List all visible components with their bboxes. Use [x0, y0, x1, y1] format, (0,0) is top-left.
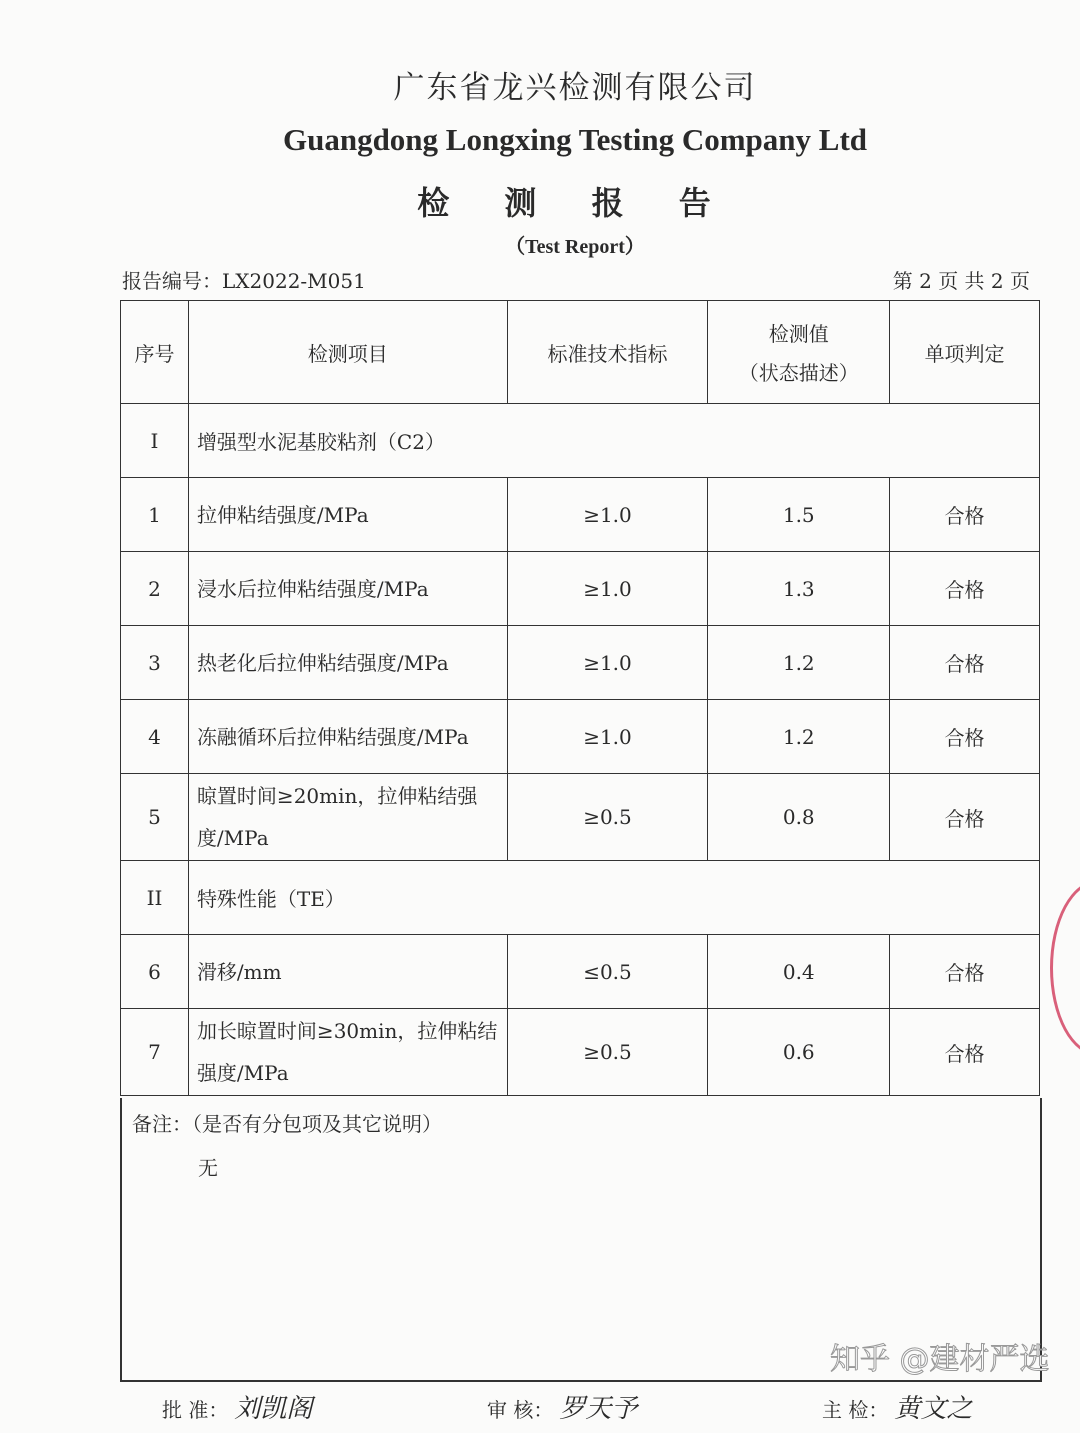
approve-label: 批 准：: [162, 1398, 229, 1422]
row-no: 5: [121, 774, 189, 861]
review-signature-group: [487, 1388, 637, 1425]
report-title-en: （Test Report）: [505, 236, 645, 258]
section-row: [121, 861, 1040, 935]
row-standard: ≥1.0: [507, 552, 708, 626]
row-no: 1: [121, 478, 189, 552]
row-judge: 合格: [890, 478, 1040, 552]
test-signature-group: [822, 1388, 972, 1425]
row-item: 晾置时间≥20min，拉伸粘结强度/MPa: [188, 774, 507, 861]
header-no: 序号: [121, 301, 189, 404]
page-info: 第 2 页 共 2 页: [892, 269, 1030, 293]
row-item: 热老化后拉伸粘结强度/MPa: [188, 626, 507, 700]
row-value: 1.2: [708, 626, 890, 700]
row-judge: 合格: [890, 1009, 1040, 1096]
row-no: 6: [121, 935, 189, 1009]
row-no: 7: [121, 1009, 189, 1096]
report-number: 报告编号：LX2022-M051: [122, 269, 366, 293]
remarks-label: 备注：（是否有分包项及其它说明）: [132, 1112, 442, 1136]
header-item: 检测项目: [188, 301, 507, 404]
row-judge: 合格: [890, 700, 1040, 774]
row-value: 1.5: [708, 478, 890, 552]
row-no: 2: [121, 552, 189, 626]
row-judge: 合格: [890, 774, 1040, 861]
table-row: [121, 700, 1040, 774]
table-row: [121, 935, 1040, 1009]
test-signature: 黄文之: [894, 1394, 973, 1424]
table-row: [121, 552, 1040, 626]
row-standard: ≥1.0: [507, 626, 708, 700]
approve-signature-group: [162, 1388, 312, 1425]
test-label: 主 检：: [822, 1398, 889, 1422]
row-value: 0.8: [708, 774, 890, 861]
approve-signature: 刘凯阁: [234, 1394, 313, 1424]
row-value: 0.6: [708, 1009, 890, 1096]
row-standard: ≥1.0: [507, 478, 708, 552]
platform-watermark: 知乎 @建材严选: [830, 1342, 1050, 1377]
row-no: 4: [121, 700, 189, 774]
row-value: 1.2: [708, 700, 890, 774]
row-no: 3: [121, 626, 189, 700]
row-item: 拉伸粘结强度/MPa: [188, 478, 507, 552]
row-standard: ≥1.0: [507, 700, 708, 774]
row-standard: ≥0.5: [507, 1009, 708, 1096]
row-value: 1.3: [708, 552, 890, 626]
row-item: 滑移/mm: [188, 935, 507, 1009]
section-title: 增强型水泥基胶粘剂（C2）: [188, 404, 1039, 478]
table-row: [121, 478, 1040, 552]
row-judge: 合格: [890, 935, 1040, 1009]
table-row: [121, 626, 1040, 700]
results-table: [120, 300, 1040, 1096]
company-name-en: Guangdong Longxing Testing Company Ltd: [282, 122, 868, 157]
remarks-value: 无: [198, 1156, 218, 1180]
row-standard: ≤0.5: [507, 935, 708, 1009]
row-judge: 合格: [890, 552, 1040, 626]
header-value-line1: 检测值: [768, 322, 829, 346]
review-label: 审 核：: [487, 1398, 554, 1422]
section-no: I: [121, 404, 189, 478]
row-value: 0.4: [708, 935, 890, 1009]
section-title: 特殊性能（TE）: [188, 861, 1039, 935]
table-row: [121, 774, 1040, 861]
row-item: 冻融循环后拉伸粘结强度/MPa: [188, 700, 507, 774]
company-seal: [1050, 880, 1080, 1056]
table-row: [121, 1009, 1040, 1096]
section-row: [121, 404, 1040, 478]
review-signature: 罗天予: [559, 1394, 638, 1424]
header-standard: 标准技术指标: [507, 301, 708, 404]
header-judge: 单项判定: [890, 301, 1040, 404]
row-item: 加长晾置时间≥30min，拉伸粘结强度/MPa: [188, 1009, 507, 1096]
header-value-line2: （状态描述）: [738, 361, 859, 385]
table-header-row: [121, 301, 1040, 404]
row-standard: ≥0.5: [507, 774, 708, 861]
row-item: 浸水后拉伸粘结强度/MPa: [188, 552, 507, 626]
row-judge: 合格: [890, 626, 1040, 700]
section-no: II: [121, 861, 189, 935]
header-value: [708, 301, 890, 404]
report-title: 检 测 报 告: [417, 184, 733, 222]
company-name-cn: 广东省龙兴检测有限公司: [393, 70, 757, 106]
